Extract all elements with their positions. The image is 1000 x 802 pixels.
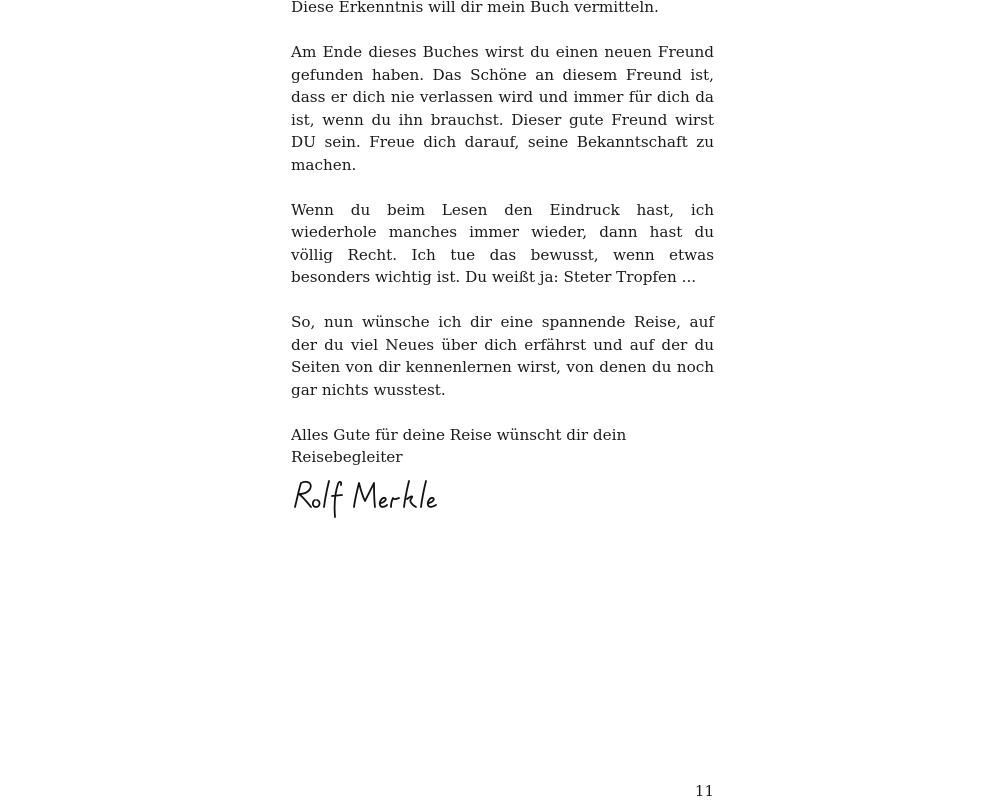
paragraph-intro: Diese Erkenntnis will dir mein Buch vermitteln. <box>291 0 659 16</box>
paragraph-closing: Alles Gute für deine Reise wünscht dir dein Reisebegleiter <box>291 425 627 466</box>
handwritten-signature <box>291 475 451 519</box>
paragraph-journey: So, nun wünsche ich dir eine spannende Reise, auf der du viel Neues über dich erfährst und auf der du Seiten von dir kennenlernen wirst, von denen du noch gar nichts wusstest. <box>291 313 714 399</box>
paragraph-repetition: Wenn du beim Lesen den Eindruck hast, ich wiederhole manches immer wieder, dann hast du völlig Recht. Ich tue das bewusst, wenn etwas besonders wichtig ist. Du weißt ja: Steter Tropfen ... <box>291 200 714 286</box>
text-column <box>291 0 714 519</box>
page-number: 11 <box>694 782 714 800</box>
paragraph-friend: Am Ende dieses Buches wirst du einen neuen Freund gefunden haben. Das Schöne an diesem Freund ist, dass er dich nie verlassen wird und immer für dich da ist, wenn du ihn brauchst. Dieser gute Freund wirst DU sein. Freue dich darauf, seine Bekanntschaft zu machen. <box>291 43 714 174</box>
